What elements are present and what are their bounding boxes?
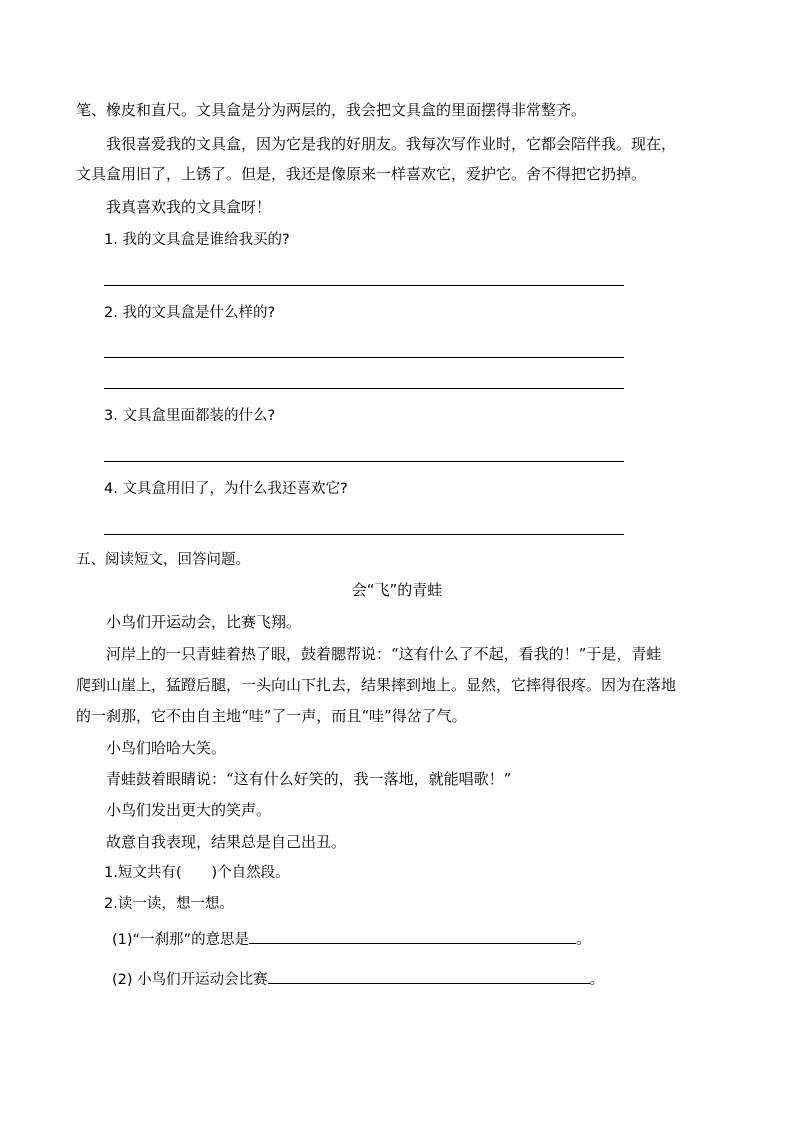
story-question-2-1-end: 。 xyxy=(576,932,591,948)
story-paragraph-6: 故意自我表现，结果总是自己出丑。 xyxy=(106,833,347,851)
story-question-2-2-label: (2) 小鸟们开运动会比赛 xyxy=(112,972,268,988)
answer-line-2a[interactable] xyxy=(104,357,624,358)
story-question-1-prefix: 1.短文共有( xyxy=(104,865,182,881)
answer-line-2b[interactable] xyxy=(104,388,624,389)
passage-line-2: 我很喜爱我的文具盒，因为它是我的好朋友。我每次写作业时，它都会陪伴我。现在， xyxy=(106,135,677,153)
passage-line-1: 笔、橡皮和直尺。文具盒是分为两层的，我会把文具盒的里面摆得非常整齐。 xyxy=(76,101,587,119)
question-4: 4. 文具盒用旧了，为什么我还喜欢它? xyxy=(104,481,348,497)
story-question-2-2 xyxy=(112,968,604,990)
question-1: 1. 我的文具盒是谁给我买的? xyxy=(104,232,290,248)
question-2: 2. 我的文具盒是什么样的? xyxy=(104,305,276,321)
story-question-1 xyxy=(104,863,290,883)
story-paragraph-5: 小鸟们发出更大的笑声。 xyxy=(106,801,272,819)
passage-line-4: 我真喜欢我的文具盒呀！ xyxy=(106,198,272,216)
story-paragraph-2-line-3: 的一刹那，它不由自主地“哇”了一声，而且“哇”得岔了气。 xyxy=(76,707,467,725)
competition-answer-blank[interactable] xyxy=(268,968,590,984)
section-heading: 五、阅读短文，回答问题。 xyxy=(76,552,250,568)
story-paragraph-2-line-2: 爬到山崖上，猛蹬后腿，一头向山下扎去，结果摔到地上。显然，它摔得很疼。因为在落地 xyxy=(76,676,677,694)
story-title: 会“飞”的青蛙 xyxy=(351,581,443,599)
story-question-2: 2.读一读，想一想。 xyxy=(104,896,234,912)
story-paragraph-1: 小鸟们开运动会，比赛飞翔。 xyxy=(106,613,302,631)
story-paragraph-2-line-1: 河岸上的一只青蛙着热了眼，鼓着腮帮说：“这有什么了不起，看我的！”于是，青蛙 xyxy=(106,645,662,663)
meaning-answer-blank[interactable] xyxy=(249,928,576,944)
story-question-2-1 xyxy=(112,928,591,950)
story-paragraph-4: 青蛙鼓着眼睛说：“这有什么好笑的，我一落地，就能唱歌！” xyxy=(106,770,512,788)
story-question-1-suffix: )个自然段。 xyxy=(211,865,290,881)
answer-line-4[interactable] xyxy=(104,534,624,535)
story-question-2-2-end: 。 xyxy=(589,972,605,988)
story-question-2-1-label: (1)“一刹那”的意思是 xyxy=(112,932,250,948)
story-paragraph-3: 小鸟们哈哈大笑。 xyxy=(106,739,227,757)
answer-line-3[interactable] xyxy=(104,461,624,462)
answer-line-1[interactable] xyxy=(104,285,624,286)
passage-line-3: 文具盒用旧了，上锈了。但是，我还是像原来一样喜欢它，爱护它。舍不得把它扔掉。 xyxy=(76,165,647,183)
question-3: 3. 文具盒里面都装的什么? xyxy=(104,408,276,424)
